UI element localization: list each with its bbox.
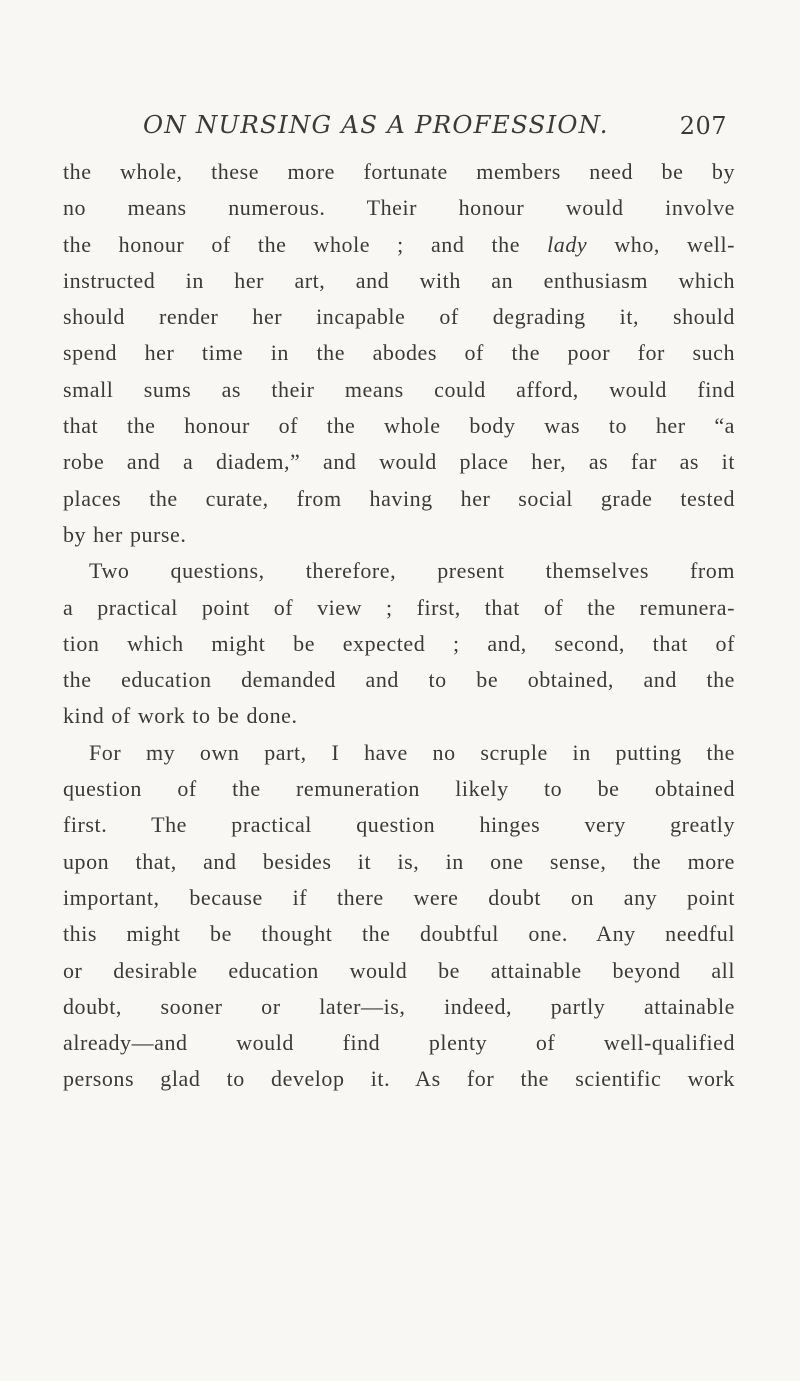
text-line: persons glad to develop it. As for the scientific work [63,1066,735,1092]
text-line: tion which might be expected ; and, second, that of [63,630,735,656]
text-line: small sums as their means could afford, would find [63,376,735,402]
text-line: instructed in her art, and with an enthusiasm which [63,267,735,293]
text-line: spend her time in the abodes of the poor for such [63,340,735,366]
text-line: the education demanded and to be obtained, and the [63,667,735,693]
text-line: For my own part, I have no scruple in putting the [89,739,735,765]
text-line: no means numerous. Their honour would involve [63,195,735,221]
body-text [63,154,735,1098]
text-line: upon that, and besides it is, in one sense, the more [63,848,735,874]
text-line: should render her incapable of degrading it, should [63,304,735,330]
running-title: ON NURSING AS A PROFESSION. [143,110,609,139]
text-line: Two questions, therefore, present themselves from [89,558,735,584]
text-run: who, well- [587,231,735,257]
text-run: the honour of the whole ; and the [63,231,521,257]
text-line: already—and would find plenty of well-qualified [63,1030,735,1056]
text-line: robe and a diadem,” and would place her, as far as it [63,449,735,475]
text-line: kind of work to be done. [63,703,298,729]
text-line: this might be thought the doubtful one. Any needful [63,921,735,947]
text-line: that the honour of the whole body was to her “a [63,413,735,439]
text-line: doubt, sooner or later—is, indeed, partly attainable [63,993,735,1019]
text-line [63,227,735,263]
text-line: important, because if there were doubt on any point [63,884,735,910]
text-line: places the curate, from having her social grade tested [63,485,735,511]
text-line: the whole, these more fortunate members need be by [63,159,735,184]
running-head [143,110,727,144]
text-line: by her purse. [63,521,187,547]
text-line: question of the remuneration likely to be obtained [63,776,735,802]
text-line: a practical point of view ; first, that of the remunera- [63,594,735,620]
page-number: 207 [679,112,727,140]
text-line: first. The practical question hinges very greatly [63,812,735,838]
italic-word: lady [547,231,588,257]
text-line: or desirable education would be attainable beyond all [63,957,735,983]
